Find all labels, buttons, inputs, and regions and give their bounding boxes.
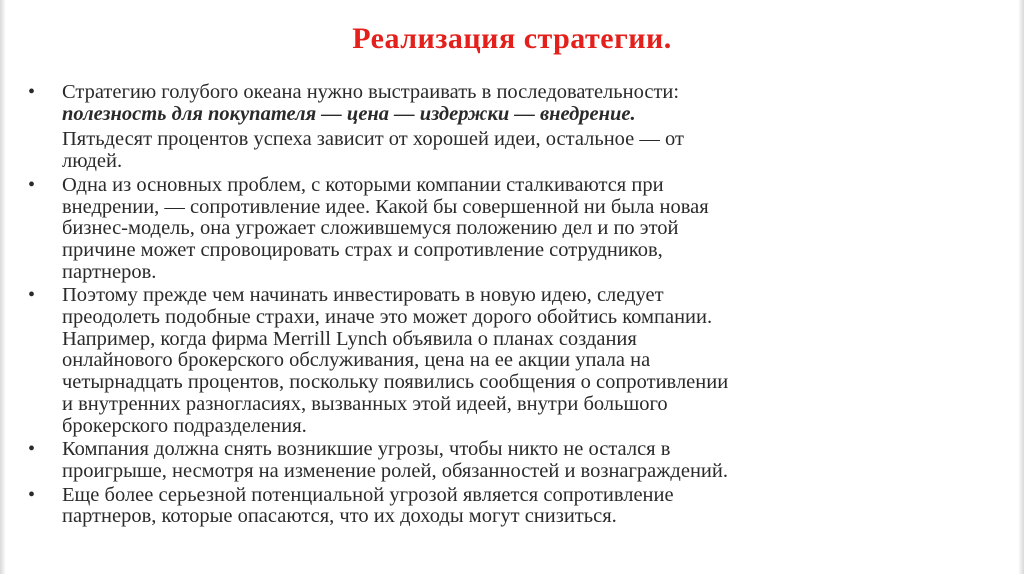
- text-line: преодолеть подобные страхи, иначе это может дорого обойтись компании.: [62, 306, 713, 329]
- bullet-item: [22, 175, 1012, 284]
- text-line: людей.: [62, 150, 123, 173]
- emphasis-text: полезность для покупателя — цена — издержки — внедрение.: [62, 102, 636, 125]
- bullet-item: [22, 82, 1012, 125]
- text-line: и внутренних разногласиях, вызванных этой идеей, внутри большого: [62, 392, 668, 415]
- bullet-icon: •: [28, 284, 36, 307]
- bullet-item: [22, 285, 1012, 437]
- text-line: Стратегию голубого океана нужно выстраивать в последовательности:: [62, 81, 680, 103]
- paragraph-item: [22, 129, 1012, 172]
- slide-title: Реализация стратегии.: [352, 22, 672, 55]
- text-line: Например, когда фирма Merrill Lynch объявила о планах создания: [62, 327, 637, 350]
- bullet-icon: •: [28, 173, 36, 196]
- bullet-item: [22, 439, 1012, 482]
- bullet-item: [22, 485, 1012, 528]
- text-line: Пятьдесят процентов успеха зависит от хорошей идеи, остальное — от: [62, 128, 684, 151]
- text-line: Компания должна снять возникшие угрозы, чтобы никто не остался в: [62, 438, 671, 461]
- text-line: четырнадцать процентов, поскольку появились сообщения о сопротивлении: [62, 371, 729, 394]
- text-line: партнеров, которые опасаются, что их доходы могут снизиться.: [62, 505, 617, 528]
- text-line: проигрыше, несмотря на изменение ролей, обязанностей и вознаграждений.: [62, 459, 728, 482]
- text-line: Еще более серьезной потенциальной угрозой является сопротивление: [62, 483, 674, 506]
- bullet-icon: •: [28, 81, 36, 103]
- right-edge-shadow: [1018, 0, 1024, 574]
- text-line: Поэтому прежде чем начинать инвестировать в новую идею, следует: [62, 284, 664, 307]
- left-edge-shadow: [0, 0, 6, 574]
- text-line: онлайнового брокерского обслуживания, цена на ее акции упала на: [62, 349, 651, 372]
- text-line: Одна из основных проблем, с которыми компании сталкиваются при: [62, 173, 664, 196]
- text-line: брокерского подразделения.: [62, 414, 307, 437]
- text-line: бизнес-модель, она угрожает сложившемуся положению дел и по этой: [62, 217, 679, 240]
- slide-body: [22, 82, 1012, 530]
- bullet-icon: •: [28, 483, 36, 506]
- bullet-icon: •: [28, 438, 36, 461]
- text-line: партнеров.: [62, 260, 157, 283]
- text-line: внедрении, — сопротивление идее. Какой бы совершенной ни была новая: [62, 195, 709, 218]
- text-line: причине может спровоцировать страх и сопротивление сотрудников,: [62, 238, 663, 261]
